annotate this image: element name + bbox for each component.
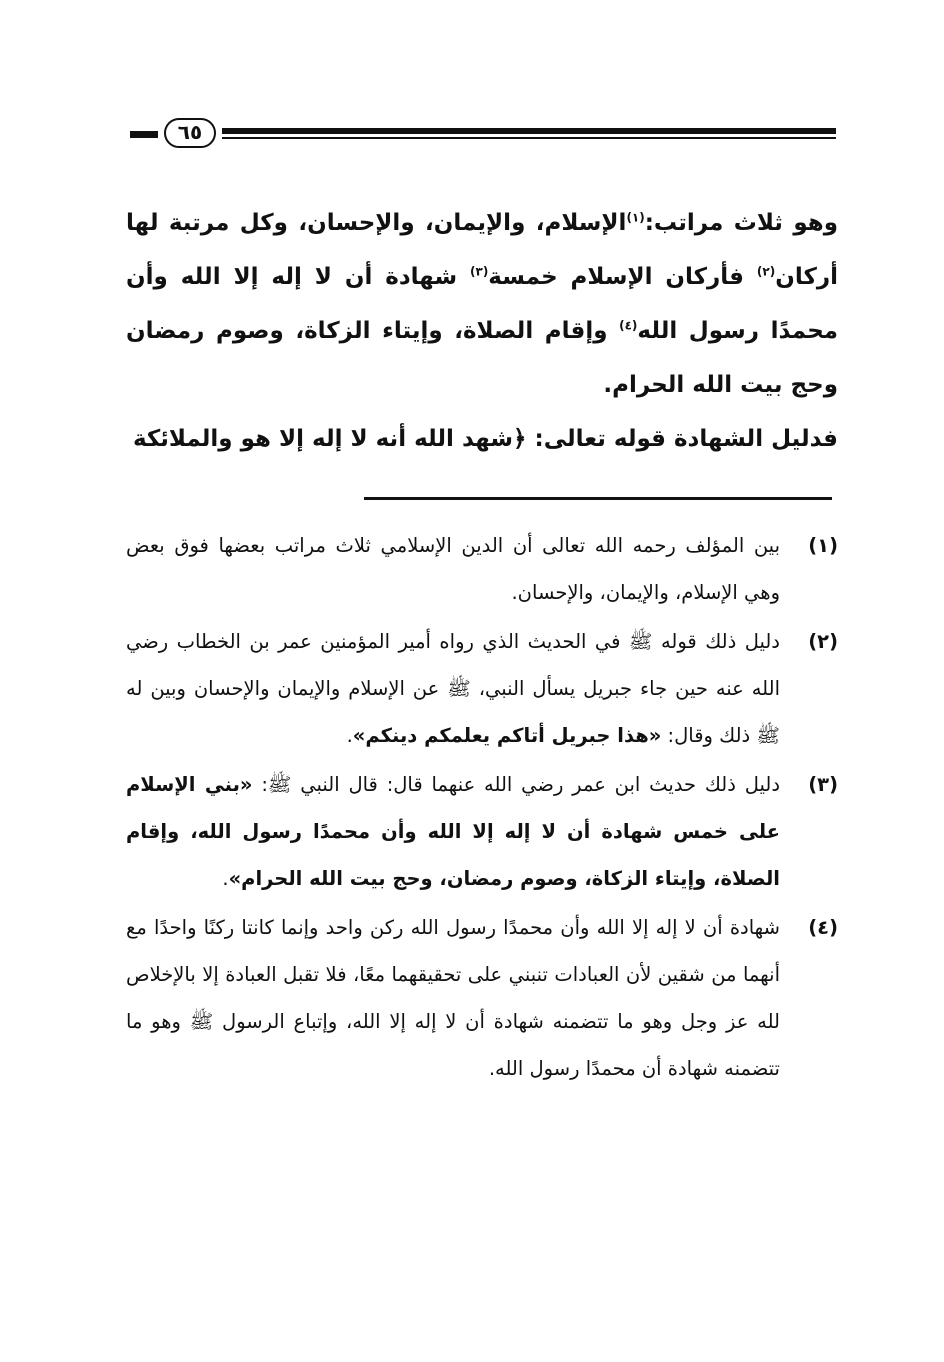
text-run: بين المؤلف رحمه الله تعالى أن الدين الإسلامي ثلاث مراتب بعضها فوق بعض وهي الإسلام، والإيمان، والإحسان. <box>126 534 780 604</box>
hadith-quote: «بني الإسلام على خمس شهادة أن لا إله إلا الله وأن محمدًا رسول الله، وإقام الصلاة، وإيتاء الزكاة، وصوم رمضان، وحج بيت الله الحرام» <box>126 773 780 890</box>
text-run: الإسلام، والإيمان، والإحسان، وكل مرتبة لها أركان <box>126 210 838 290</box>
footnote-separator <box>364 497 832 500</box>
footnote-number: (٢) <box>808 630 838 653</box>
footnote-number: (٣) <box>808 773 838 796</box>
text-run: شهادة أن لا إله إلا الله وأن محمدًا رسول الله <box>126 264 839 344</box>
text-run: دليل ذلك قوله ﷺ في الحديث الذي رواه أمير المؤمنين عمر بن الخطاب رضي الله عنه حين جاء جبريل يسأل النبي، ﷺ عن الإسلام والإيمان والإحسان وبين له ﷺ ذلك وقال: <box>126 630 780 747</box>
footnote <box>126 618 838 759</box>
footnote-number: (٤) <box>808 916 838 939</box>
footnote-text <box>126 761 780 902</box>
main-text <box>126 196 838 466</box>
footnote-ref-1: (١) <box>626 210 645 225</box>
text-run: . <box>346 724 353 747</box>
footnote-text <box>126 904 780 1092</box>
footnote-text <box>126 618 780 759</box>
page-header <box>130 114 836 154</box>
footnote-number: (١) <box>808 534 838 557</box>
header-rule-long <box>222 128 836 134</box>
text-run: وهو ثلاث مراتب: <box>644 210 838 236</box>
hadith-quote: «هذا جبريل أتاكم يعلمكم دينكم» <box>352 724 662 747</box>
footnote-ref-3: (٣) <box>470 264 489 279</box>
footnote <box>126 761 838 902</box>
footnote-ref-2: (٢) <box>756 264 776 279</box>
page-number: ٦٥ <box>164 118 216 148</box>
text-run: فأركان الإسلام خمسة <box>488 264 757 290</box>
footnote-text <box>126 522 780 616</box>
text-run: شهادة أن لا إله إلا الله وأن محمدًا رسول الله ركن واحد وإنما كانتا ركنًا واحدًا مع أنهما من شقين لأن العبادات تنبني على تحقيقهما معًا، فلا تقبل العبادة إلا بالإخلاص لله عز وجل وهو ما تتضمنه شهادة أن لا إله إلا الله، وإتباع الرسول ﷺ وهو ما تتضمنه شهادة أن محمدًا رسول الله. <box>126 916 780 1080</box>
text-run: دليل ذلك حديث ابن عمر رضي الله عنهما قال: قال النبي ﷺ: <box>252 773 780 796</box>
main-paragraph <box>126 196 838 412</box>
footnote-ref-4: (٤) <box>619 318 638 333</box>
main-paragraph-evidence: فدليل الشهادة قوله تعالى: ﴿شهد الله أنه لا إله إلا هو والملائكة <box>132 426 838 452</box>
text-run: وإقام الصلاة، وإيتاء الزكاة، وصوم رمضان وحج بيت الله الحرام. <box>126 318 838 398</box>
footnotes <box>126 522 838 1094</box>
text-run: . <box>222 867 229 890</box>
header-rule-short <box>130 131 158 138</box>
header-rule-thin <box>222 137 836 139</box>
footnote <box>126 904 838 1092</box>
footnote <box>126 522 838 616</box>
